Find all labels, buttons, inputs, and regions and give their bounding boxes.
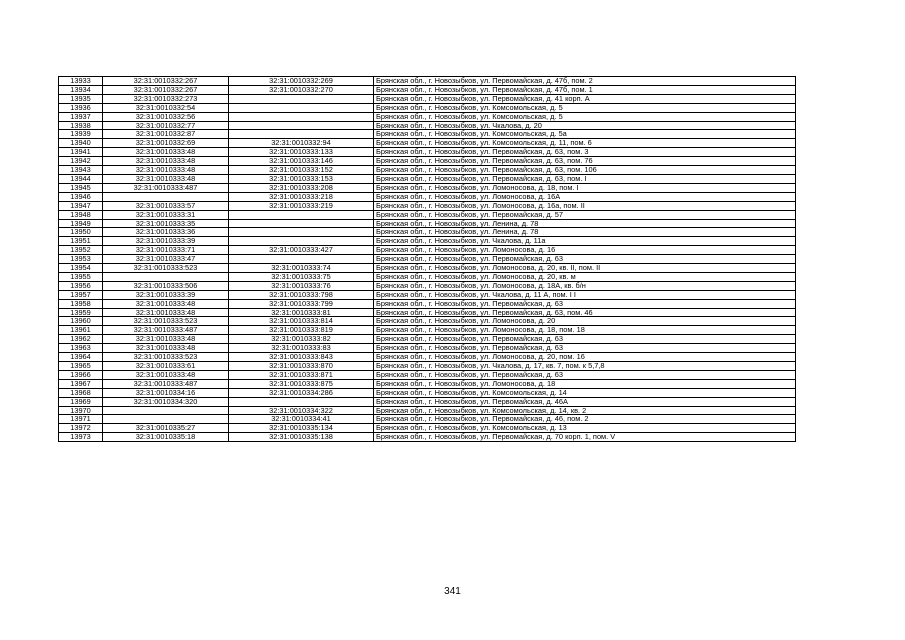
address-cell: Брянская обл., г. Новозыбков, ул. Первомайская, д. 46, пом. 2	[374, 415, 796, 424]
cadastral-number-cell: 32:31:0010333:35	[103, 219, 229, 228]
address-cell: Брянская обл., г. Новозыбков, ул. Первомайская, д. 47б, пом. 2	[374, 77, 796, 86]
address-cell: Брянская обл., г. Новозыбков, ул. Первомайская, д. 63, пом. 106	[374, 166, 796, 175]
address-cell: Брянская обл., г. Новозыбков, ул. Комсомольская, д. 11, пом. 6	[374, 139, 796, 148]
row-number-cell: 13972	[59, 424, 103, 433]
cadastral-number-cell	[103, 192, 229, 201]
cadastral-number-2-cell: 32:31:0010333:219	[229, 201, 374, 210]
cadastral-number-2-cell: 32:31:0010333:74	[229, 264, 374, 273]
table-row	[59, 228, 796, 237]
row-number-cell: 13945	[59, 183, 103, 192]
address-cell: Брянская обл., г. Новозыбков, ул. Ломоносова, д. 20, пом. 16	[374, 353, 796, 362]
table-row	[59, 139, 796, 148]
table-row	[59, 94, 796, 103]
table-row	[59, 308, 796, 317]
cadastral-number-2-cell	[229, 397, 374, 406]
row-number-cell: 13954	[59, 264, 103, 273]
table-row	[59, 130, 796, 139]
address-cell: Брянская обл., г. Новозыбков, ул. Ломоносова, д. 18, пом. 18	[374, 326, 796, 335]
address-cell: Брянская обл., г. Новозыбков, ул. Комсомольская, д. 5	[374, 112, 796, 121]
cadastral-number-2-cell: 32:31:0010333:814	[229, 317, 374, 326]
table-row	[59, 264, 796, 273]
row-number-cell: 13962	[59, 335, 103, 344]
table-row	[59, 388, 796, 397]
address-cell: Брянская обл., г. Новозыбков, ул. Первомайская, д. 63, пом. 76	[374, 157, 796, 166]
cadastral-number-2-cell: 32:31:0010333:75	[229, 272, 374, 281]
address-cell: Брянская обл., г. Новозыбков, ул. Ломоносова, д. 16	[374, 246, 796, 255]
cadastral-number-cell: 32:31:0010333:48	[103, 370, 229, 379]
address-cell: Брянская обл., г. Новозыбков, ул. Ломоносова, д. 16а, пом. II	[374, 201, 796, 210]
cadastral-number-2-cell: 32:31:0010335:138	[229, 433, 374, 442]
cadastral-number-cell: 32:31:0010333:48	[103, 335, 229, 344]
table-row	[59, 112, 796, 121]
address-cell: Брянская обл., г. Новозыбков, ул. Ломоносова, д. 16А	[374, 192, 796, 201]
cadastral-number-cell: 32:31:0010332:77	[103, 121, 229, 130]
cadastral-number-2-cell: 32:31:0010333:146	[229, 157, 374, 166]
row-number-cell: 13934	[59, 85, 103, 94]
row-number-cell: 13959	[59, 308, 103, 317]
row-number-cell: 13940	[59, 139, 103, 148]
table-row	[59, 246, 796, 255]
row-number-cell: 13964	[59, 353, 103, 362]
cadastral-number-2-cell	[229, 130, 374, 139]
cadastral-number-2-cell	[229, 103, 374, 112]
cadastral-number-cell: 32:31:0010333:47	[103, 255, 229, 264]
cadastral-number-cell: 32:31:0010333:36	[103, 228, 229, 237]
address-cell: Брянская обл., г. Новозыбков, ул. Комсомольская, д. 5а	[374, 130, 796, 139]
address-cell: Брянская обл., г. Новозыбков, ул. Чкалова, д. 20	[374, 121, 796, 130]
table-row	[59, 166, 796, 175]
row-number-cell: 13951	[59, 237, 103, 246]
row-number-cell: 13947	[59, 201, 103, 210]
cadastral-number-2-cell: 32:31:0010333:153	[229, 174, 374, 183]
cadastral-number-2-cell: 32:31:0010333:843	[229, 353, 374, 362]
row-number-cell: 13966	[59, 370, 103, 379]
cadastral-number-cell: 32:31:0010332:273	[103, 94, 229, 103]
table-row	[59, 406, 796, 415]
cadastral-number-cell: 32:31:0010333:523	[103, 353, 229, 362]
cadastral-number-cell: 32:31:0010333:48	[103, 344, 229, 353]
row-number-cell: 13970	[59, 406, 103, 415]
table-row	[59, 397, 796, 406]
cadastral-number-2-cell: 32:31:0010333:799	[229, 299, 374, 308]
row-number-cell: 13938	[59, 121, 103, 130]
address-cell: Брянская обл., г. Новозыбков, ул. Первомайская, д. 63	[374, 299, 796, 308]
cadastral-number-2-cell: 32:31:0010334:322	[229, 406, 374, 415]
address-cell: Брянская обл., г. Новозыбков, ул. Ломоносова, д. 18А, кв. б/н	[374, 281, 796, 290]
address-cell: Брянская обл., г. Новозыбков, ул. Первомайская, д. 63	[374, 335, 796, 344]
row-number-cell: 13952	[59, 246, 103, 255]
cadastral-number-2-cell: 32:31:0010333:76	[229, 281, 374, 290]
cadastral-number-2-cell: 32:31:0010333:82	[229, 335, 374, 344]
table-row	[59, 424, 796, 433]
cadastral-number-cell: 32:31:0010333:487	[103, 183, 229, 192]
table-row	[59, 210, 796, 219]
cadastral-number-2-cell: 32:31:0010334:41	[229, 415, 374, 424]
cadastral-number-2-cell	[229, 112, 374, 121]
table-row	[59, 415, 796, 424]
cadastral-number-cell: 32:31:0010333:48	[103, 308, 229, 317]
cadastral-number-cell: 32:31:0010333:57	[103, 201, 229, 210]
table-row	[59, 85, 796, 94]
address-cell: Брянская обл., г. Новозыбков, ул. Первомайская, д. 70 корп. 1, пом. V	[374, 433, 796, 442]
row-number-cell: 13942	[59, 157, 103, 166]
row-number-cell: 13943	[59, 166, 103, 175]
row-number-cell: 13936	[59, 103, 103, 112]
table-row	[59, 353, 796, 362]
table-row	[59, 299, 796, 308]
table-row	[59, 335, 796, 344]
address-cell: Брянская обл., г. Новозыбков, ул. Первомайская, д. 47б, пом. 1	[374, 85, 796, 94]
address-cell: Брянская обл., г. Новозыбков, ул. Чкалова, д. 11 А, пом. I I	[374, 290, 796, 299]
cadastral-number-2-cell	[229, 94, 374, 103]
cadastral-number-2-cell: 32:31:0010333:133	[229, 148, 374, 157]
cadastral-number-cell: 32:31:0010333:31	[103, 210, 229, 219]
address-cell: Брянская обл., г. Новозыбков, ул. Комсомольская, д. 13	[374, 424, 796, 433]
table-row	[59, 103, 796, 112]
table-row	[59, 201, 796, 210]
cadastral-number-2-cell: 32:31:0010333:870	[229, 362, 374, 371]
address-cell: Брянская обл., г. Новозыбков, ул. Чкалова, д. 17, кв. 7, пом. к 5,7,8	[374, 362, 796, 371]
cadastral-number-2-cell	[229, 228, 374, 237]
cadastral-number-2-cell: 32:31:0010333:798	[229, 290, 374, 299]
table-row	[59, 77, 796, 86]
cadastral-number-cell	[103, 406, 229, 415]
row-number-cell: 13965	[59, 362, 103, 371]
cadastral-number-2-cell: 32:31:0010332:94	[229, 139, 374, 148]
table-row	[59, 121, 796, 130]
table-row	[59, 317, 796, 326]
cadastral-number-2-cell: 32:31:0010333:875	[229, 379, 374, 388]
cadastral-number-cell: 32:31:0010335:18	[103, 433, 229, 442]
cadastral-number-2-cell: 32:31:0010333:83	[229, 344, 374, 353]
cadastral-number-cell: 32:31:0010335:27	[103, 424, 229, 433]
row-number-cell: 13973	[59, 433, 103, 442]
cadastral-number-cell: 32:31:0010333:39	[103, 290, 229, 299]
cadastral-number-cell: 32:31:0010332:69	[103, 139, 229, 148]
table-row	[59, 290, 796, 299]
row-number-cell: 13968	[59, 388, 103, 397]
address-cell: Брянская обл., г. Новозыбков, ул. Первомайская, д. 57	[374, 210, 796, 219]
registry-table	[58, 76, 796, 442]
cadastral-number-cell: 32:31:0010333:523	[103, 317, 229, 326]
cadastral-number-cell: 32:31:0010333:48	[103, 148, 229, 157]
cadastral-number-cell: 32:31:0010333:487	[103, 379, 229, 388]
row-number-cell: 13948	[59, 210, 103, 219]
cadastral-number-cell: 32:31:0010333:523	[103, 264, 229, 273]
address-cell: Брянская обл., г. Новозыбков, ул. Комсомольская, д. 14, кв. 2	[374, 406, 796, 415]
cadastral-number-cell: 32:31:0010334:320	[103, 397, 229, 406]
cadastral-number-2-cell: 32:31:0010334:286	[229, 388, 374, 397]
row-number-cell: 13957	[59, 290, 103, 299]
table-row	[59, 379, 796, 388]
address-cell: Брянская обл., г. Новозыбков, ул. Ломоносова, д. 18	[374, 379, 796, 388]
address-cell: Брянская обл., г. Новозыбков, ул. Первомайская, д. 63, пом. 3	[374, 148, 796, 157]
address-cell: Брянская обл., г. Новозыбков, ул. Первомайская, д. 63, пом. 46	[374, 308, 796, 317]
cadastral-number-cell: 32:31:0010333:506	[103, 281, 229, 290]
cadastral-number-cell: 32:31:0010333:48	[103, 299, 229, 308]
table-row	[59, 255, 796, 264]
cadastral-number-2-cell	[229, 121, 374, 130]
address-cell: Брянская обл., г. Новозыбков, ул. Ломоносова, д. 20, кв. II, пом. II	[374, 264, 796, 273]
address-cell: Брянская обл., г. Новозыбков, ул. Комсомольская, д. 14	[374, 388, 796, 397]
row-number-cell: 13955	[59, 272, 103, 281]
address-cell: Брянская обл., г. Новозыбков, ул. Первомайская, д. 63	[374, 370, 796, 379]
cadastral-number-2-cell	[229, 219, 374, 228]
address-cell: Брянская обл., г. Новозыбков, ул. Первомайская, д. 63, пом. I	[374, 174, 796, 183]
table-row	[59, 326, 796, 335]
cadastral-number-cell: 32:31:0010334:16	[103, 388, 229, 397]
cadastral-number-2-cell: 32:31:0010335:134	[229, 424, 374, 433]
table-row	[59, 183, 796, 192]
table-row	[59, 433, 796, 442]
cadastral-number-2-cell: 32:31:0010333:208	[229, 183, 374, 192]
row-number-cell: 13956	[59, 281, 103, 290]
cadastral-number-cell: 32:31:0010333:487	[103, 326, 229, 335]
row-number-cell: 13950	[59, 228, 103, 237]
cadastral-number-cell	[103, 415, 229, 424]
cadastral-number-cell	[103, 272, 229, 281]
row-number-cell: 13960	[59, 317, 103, 326]
cadastral-number-cell: 32:31:0010333:48	[103, 166, 229, 175]
cadastral-number-cell: 32:31:0010332:56	[103, 112, 229, 121]
cadastral-number-2-cell	[229, 237, 374, 246]
row-number-cell: 13937	[59, 112, 103, 121]
cadastral-number-cell: 32:31:0010333:48	[103, 157, 229, 166]
address-cell: Брянская обл., г. Новозыбков, ул. Ленина, д. 78	[374, 219, 796, 228]
cadastral-number-2-cell	[229, 210, 374, 219]
cadastral-number-2-cell: 32:31:0010333:819	[229, 326, 374, 335]
row-number-cell: 13967	[59, 379, 103, 388]
cadastral-number-cell: 32:31:0010332:54	[103, 103, 229, 112]
table-row	[59, 219, 796, 228]
row-number-cell: 13971	[59, 415, 103, 424]
row-number-cell: 13935	[59, 94, 103, 103]
row-number-cell: 13969	[59, 397, 103, 406]
row-number-cell: 13953	[59, 255, 103, 264]
cadastral-number-2-cell: 32:31:0010333:81	[229, 308, 374, 317]
table-row	[59, 237, 796, 246]
cadastral-number-cell: 32:31:0010332:267	[103, 85, 229, 94]
table-row	[59, 344, 796, 353]
table-row	[59, 174, 796, 183]
registry-table-body	[59, 77, 796, 442]
address-cell: Брянская обл., г. Новозыбков, ул. Ломоносова, д. 20, кв. м	[374, 272, 796, 281]
cadastral-number-2-cell: 32:31:0010332:269	[229, 77, 374, 86]
page-number: 341	[444, 586, 461, 597]
cadastral-number-2-cell: 32:31:0010333:427	[229, 246, 374, 255]
row-number-cell: 13941	[59, 148, 103, 157]
table-row	[59, 370, 796, 379]
address-cell: Брянская обл., г. Новозыбков, ул. Первомайская, д. 63	[374, 344, 796, 353]
table-row	[59, 362, 796, 371]
address-cell: Брянская обл., г. Новозыбков, ул. Ленина, д. 78	[374, 228, 796, 237]
table-row	[59, 148, 796, 157]
table-row	[59, 157, 796, 166]
row-number-cell: 13949	[59, 219, 103, 228]
table-row	[59, 281, 796, 290]
row-number-cell: 13961	[59, 326, 103, 335]
address-cell: Брянская обл., г. Новозыбков, ул. Ломоносова, д. 20	[374, 317, 796, 326]
cadastral-number-cell: 32:31:0010333:48	[103, 174, 229, 183]
cadastral-number-2-cell: 32:31:0010332:270	[229, 85, 374, 94]
row-number-cell: 13963	[59, 344, 103, 353]
cadastral-number-2-cell: 32:31:0010333:218	[229, 192, 374, 201]
row-number-cell: 13944	[59, 174, 103, 183]
row-number-cell: 13946	[59, 192, 103, 201]
address-cell: Брянская обл., г. Новозыбков, ул. Первомайская, д. 63	[374, 255, 796, 264]
address-cell: Брянская обл., г. Новозыбков, ул. Первомайская, д. 46А	[374, 397, 796, 406]
cadastral-number-cell: 32:31:0010333:61	[103, 362, 229, 371]
cadastral-number-cell: 32:31:0010332:267	[103, 77, 229, 86]
cadastral-number-cell: 32:31:0010332:87	[103, 130, 229, 139]
row-number-cell: 13939	[59, 130, 103, 139]
cadastral-number-2-cell: 32:31:0010333:152	[229, 166, 374, 175]
table-row	[59, 272, 796, 281]
address-cell: Брянская обл., г. Новозыбков, ул. Чкалова, д. 11а	[374, 237, 796, 246]
table-row	[59, 192, 796, 201]
cadastral-number-2-cell: 32:31:0010333:871	[229, 370, 374, 379]
address-cell: Брянская обл., г. Новозыбков, ул. Первомайская, д. 41 корп. А	[374, 94, 796, 103]
row-number-cell: 13933	[59, 77, 103, 86]
cadastral-number-2-cell	[229, 255, 374, 264]
address-cell: Брянская обл., г. Новозыбков, ул. Ломоносова, д. 18, пом. I	[374, 183, 796, 192]
cadastral-number-cell: 32:31:0010333:39	[103, 237, 229, 246]
address-cell: Брянская обл., г. Новозыбков, ул. Комсомольская, д. 5	[374, 103, 796, 112]
row-number-cell: 13958	[59, 299, 103, 308]
cadastral-number-cell: 32:31:0010333:71	[103, 246, 229, 255]
